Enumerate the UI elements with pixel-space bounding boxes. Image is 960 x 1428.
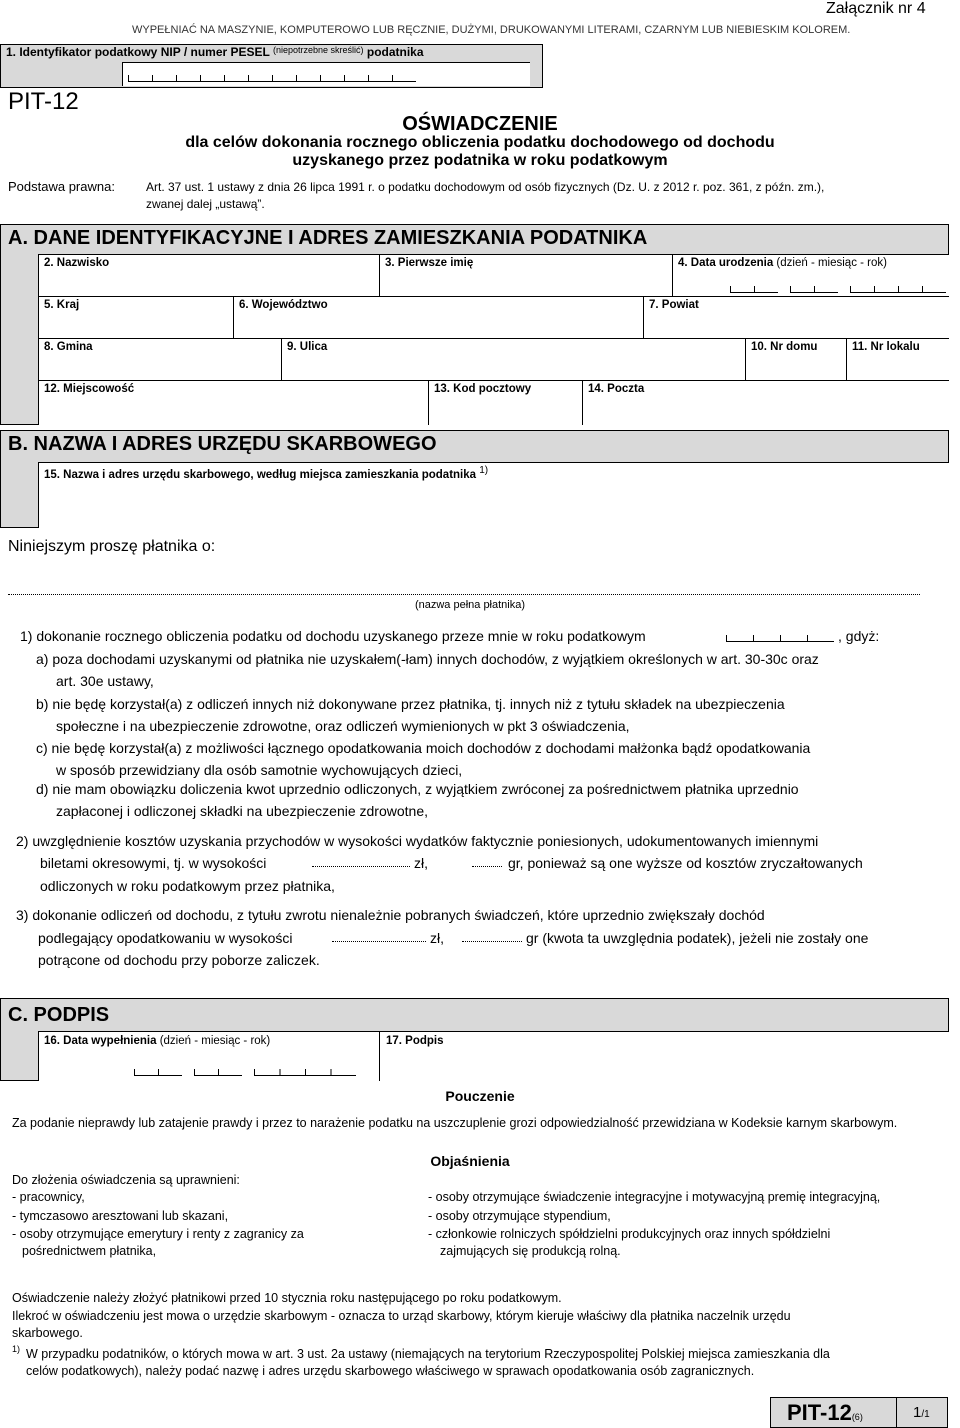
point-1-end: , gdyż: [838, 628, 880, 644]
point-1a-line2: art. 30e ustawy, [56, 673, 154, 689]
footer-page-number: 1/1 [913, 1404, 930, 1421]
eligible-left-1: - pracownicy, [12, 1190, 85, 1204]
nip-pesel-label: 1. Identyfikator podatkowy NIP / numer PESEL $^{(niepotrzebne skreślić)}$ podatnika [6, 45, 424, 59]
section-a-title: A. DANE IDENTYFIKACYJNE I ADRES ZAMIESZKANIA PODATNIKA [8, 227, 648, 249]
row-divider [38, 338, 949, 339]
objasnienia-title: Objaśnienia [430, 1153, 510, 1169]
col-divider [582, 380, 583, 425]
footnote-line1: W przypadku podatników, o których mowa w art. 3 ust. 2a ustawy (niemających na terytorium Rzeczypospolitej Polskiej miejsca zamieszkania dla [26, 1347, 830, 1361]
col-divider [379, 1031, 380, 1081]
eligible-right-4: zajmujących się produkcją rolną. [440, 1244, 621, 1258]
point-3-zl: zł, [430, 930, 444, 946]
point-1b-line2: społeczne i na ubezpieczenie zdrowotne, oraz odliczeń wymienionych w pkt 3 oświadczenia, [56, 718, 630, 734]
eligible-intro: Do złożenia oświadczenia są uprawnieni: [12, 1173, 240, 1187]
point-2-zl: zł, [414, 855, 428, 871]
postal-code-field[interactable]: 13. Kod pocztowy [434, 383, 532, 395]
fill-month-cells [194, 1069, 242, 1076]
nip-pesel-digit-cells [128, 75, 416, 82]
office-note-line1: Ilekroć w oświadczeniu jest mowa o urzędzie skarbowym - oznacza to urząd skarbowy, którym kieruje właściwy dla płatnika naczelnik urzędu [12, 1309, 791, 1323]
ticket-costs-zl-input[interactable] [312, 866, 410, 867]
col-divider [379, 254, 380, 296]
city-field[interactable]: 12. Miejscowość [44, 383, 135, 395]
pouczenie-title: Pouczenie [445, 1088, 515, 1104]
street-field[interactable]: 9. Ulica [287, 341, 328, 353]
birth-year-cells [850, 286, 946, 293]
office-note-line2: skarbowego. [12, 1326, 83, 1340]
pouczenie-text: Za podanie nieprawdy lub zatajenie prawdy i przez to narażenie podatku na uszczuplenie grozi odpowiedzialność przewidziana w Kodeksie karnym skarbowym. [12, 1116, 898, 1130]
point-1d-line1: d) nie mam obowiązku doliczenia kwot uprzednio odliczonych, z wyjątkiem zwróconej za pośrednictwem płatnika uprzednio [36, 781, 799, 797]
footer-form-code: PIT-12(6) [787, 1400, 863, 1425]
signature-field[interactable]: 17. Podpis [386, 1035, 444, 1047]
payer-name-caption: (nazwa pełna płatnika) [414, 599, 526, 611]
col-divider [233, 296, 234, 338]
row-divider [38, 380, 949, 381]
point-3-line2a: podlegający opodatkowaniu w wysokości [38, 930, 293, 946]
ticket-costs-gr-input[interactable] [472, 866, 502, 867]
col-divider [846, 338, 847, 380]
eligible-right-3: - członkowie rolniczych spółdzielni produkcyjnych oraz innych spółdzielni [428, 1227, 831, 1241]
point-2-line2a: biletami okresowymi, tj. w wysokości [40, 855, 267, 871]
point-1: 1) dokonanie rocznego obliczenia podatku od dochodu uzyskanego przeze mnie w roku podatkowym [20, 628, 646, 644]
surname-field[interactable]: 2. Nazwisko [44, 257, 110, 269]
fill-day-cells [134, 1069, 182, 1076]
deduction-zl-input[interactable] [332, 941, 426, 942]
section-a-fields [38, 254, 949, 425]
footer-divider [896, 1397, 897, 1428]
section-c-title: C. PODPIS [8, 1004, 110, 1026]
point-3-line1: 3) dokonanie odliczeń od dochodu, z tytułu zwrotu nienależnie pobranych świadczeń, które uprzednio zwiększały dochód [16, 907, 765, 923]
first-name-field[interactable]: 3. Pierwsze imię [385, 257, 474, 269]
tax-office-label: 15. Nazwa i adres urzędu skarbowego, według miejsca zamieszkania podatnika $^{1)}$ [44, 465, 489, 481]
form-subtitle-line2: uzyskanego przez podatnika w roku podatkowym [292, 152, 668, 169]
apartment-number-field[interactable]: 11. Nr lokalu [852, 341, 920, 353]
form-subtitle-line1: dla celów dokonania rocznego obliczenia podatku dochodowego od dochodu [185, 134, 775, 151]
birth-date-field[interactable]: 4. Data urodzenia (dzień - miesiąc - rok) [678, 257, 887, 269]
municipality-field[interactable]: 8. Gmina [44, 341, 93, 353]
request-intro: Niniejszym proszę płatnika o: [8, 538, 216, 555]
point-1c-line1: c) nie będę korzystał(a) z możliwości łącznego opodatkowania moich dochodów z dochodami małżonka bądź opodatkowania [36, 740, 811, 756]
country-field[interactable]: 5. Kraj [44, 299, 80, 311]
post-office-field[interactable]: 14. Poczta [588, 383, 645, 395]
point-1c-line2: w sposób przewidziany dla osób samotnie wychowujących dzieci, [56, 762, 463, 778]
point-2-line2c: gr, ponieważ są one wyższe od kosztów zryczałtowanych [508, 855, 863, 871]
fill-year-cells [254, 1069, 356, 1076]
point-3-line2c: gr (kwota ta uwzględnia podatek), jeżeli nie zostały one [526, 930, 869, 946]
eligible-left-4: pośrednictwem płatnika, [22, 1244, 157, 1258]
birth-month-cells [790, 286, 838, 293]
point-3-line3: potrącone od dochodu przy poborze zaliczek. [38, 952, 320, 968]
point-2-line1: 2) uwzględnienie kosztów uzyskania przychodów w wysokości wydatków faktycznie poniesionych, udokumentowanych imiennymi [16, 833, 819, 849]
point-2-line3: odliczonych w roku podatkowym przez płatnika, [40, 878, 335, 894]
row-divider [38, 296, 949, 297]
deadline-note: Oświadczenie należy złożyć płatnikowi przed 10 stycznia roku następującego po roku podatkowym. [12, 1291, 562, 1305]
point-1a-line1: a) poza dochodami uzyskanymi od płatnika nie uzyskałem(-łam) innych dochodów, z wyjątkiem określonych w art. 30-30c oraz [36, 651, 819, 667]
col-divider [672, 254, 673, 296]
eligible-left-2: - tymczasowo aresztowani lub skazani, [12, 1209, 229, 1223]
birth-day-cells [730, 286, 778, 293]
point-1b-line1: b) nie będę korzystał(a) z odliczeń innych niż dokonywane przez płatnika, tj. innych niż z tytułu składek na ubezpieczenia [36, 696, 785, 712]
payer-name-line[interactable] [8, 594, 920, 595]
eligible-left-3: - osoby otrzymujące emerytury i renty z zagranicy za [12, 1227, 304, 1241]
tax-year-cells[interactable] [726, 635, 834, 642]
point-1d-line2: zapłaconej i odliczonej składki na ubezpieczenie zdrowotne, [56, 803, 429, 819]
col-divider [428, 380, 429, 425]
col-divider [281, 338, 282, 380]
form-title: OŚWIADCZENIE [402, 113, 558, 135]
voivodeship-field[interactable]: 6. Województwo [239, 299, 328, 311]
legal-basis-label: Podstawa prawna: [8, 179, 115, 194]
legal-basis-line1: Art. 37 ust. 1 ustawy z dnia 26 lipca 1991 r. o podatku dochodowym od osób fizycznych (Dz. U. z 2012 r. poz. 361, z późn. zm.), [146, 180, 825, 194]
eligible-right-2: - osoby otrzymujące stypendium, [428, 1209, 611, 1223]
footnote-line2: celów podatkowych), należy podać nazwę i adres urzędu skarbowego właściwego w sprawach opodatkowania osób zagranicznych. [26, 1364, 755, 1378]
attachment-label: Załącznik nr 4 [826, 0, 926, 17]
legal-basis-line2: zwanej dalej „ustawą”. [146, 197, 265, 211]
deduction-gr-input[interactable] [462, 941, 522, 942]
house-number-field[interactable]: 10. Nr domu [751, 341, 818, 353]
county-field[interactable]: 7. Powiat [649, 299, 699, 311]
fill-date-field[interactable]: 16. Data wypełnienia (dzień - miesiąc - rok) [44, 1035, 271, 1047]
eligible-right-1: - osoby otrzymujące świadczenie integracyjne i motywacyjną premię integracyjną, [428, 1190, 881, 1204]
col-divider [643, 296, 644, 338]
section-b-title: B. NAZWA I ADRES URZĘDU SKARBOWEGO [8, 433, 437, 455]
footnote-mark: 1) [12, 1344, 21, 1354]
form-instruction: WYPEŁNIAĆ NA MASZYNIE, KOMPUTEROWO LUB RĘCZNIE, DUŻYMI, DRUKOWANYMI LITERAMI, CZARNYM LUB NIEBIESKIM KOLOREM. [132, 24, 851, 36]
form-code: PIT-12 [8, 88, 79, 115]
nip-pesel-input[interactable] [122, 62, 530, 86]
col-divider [745, 338, 746, 380]
